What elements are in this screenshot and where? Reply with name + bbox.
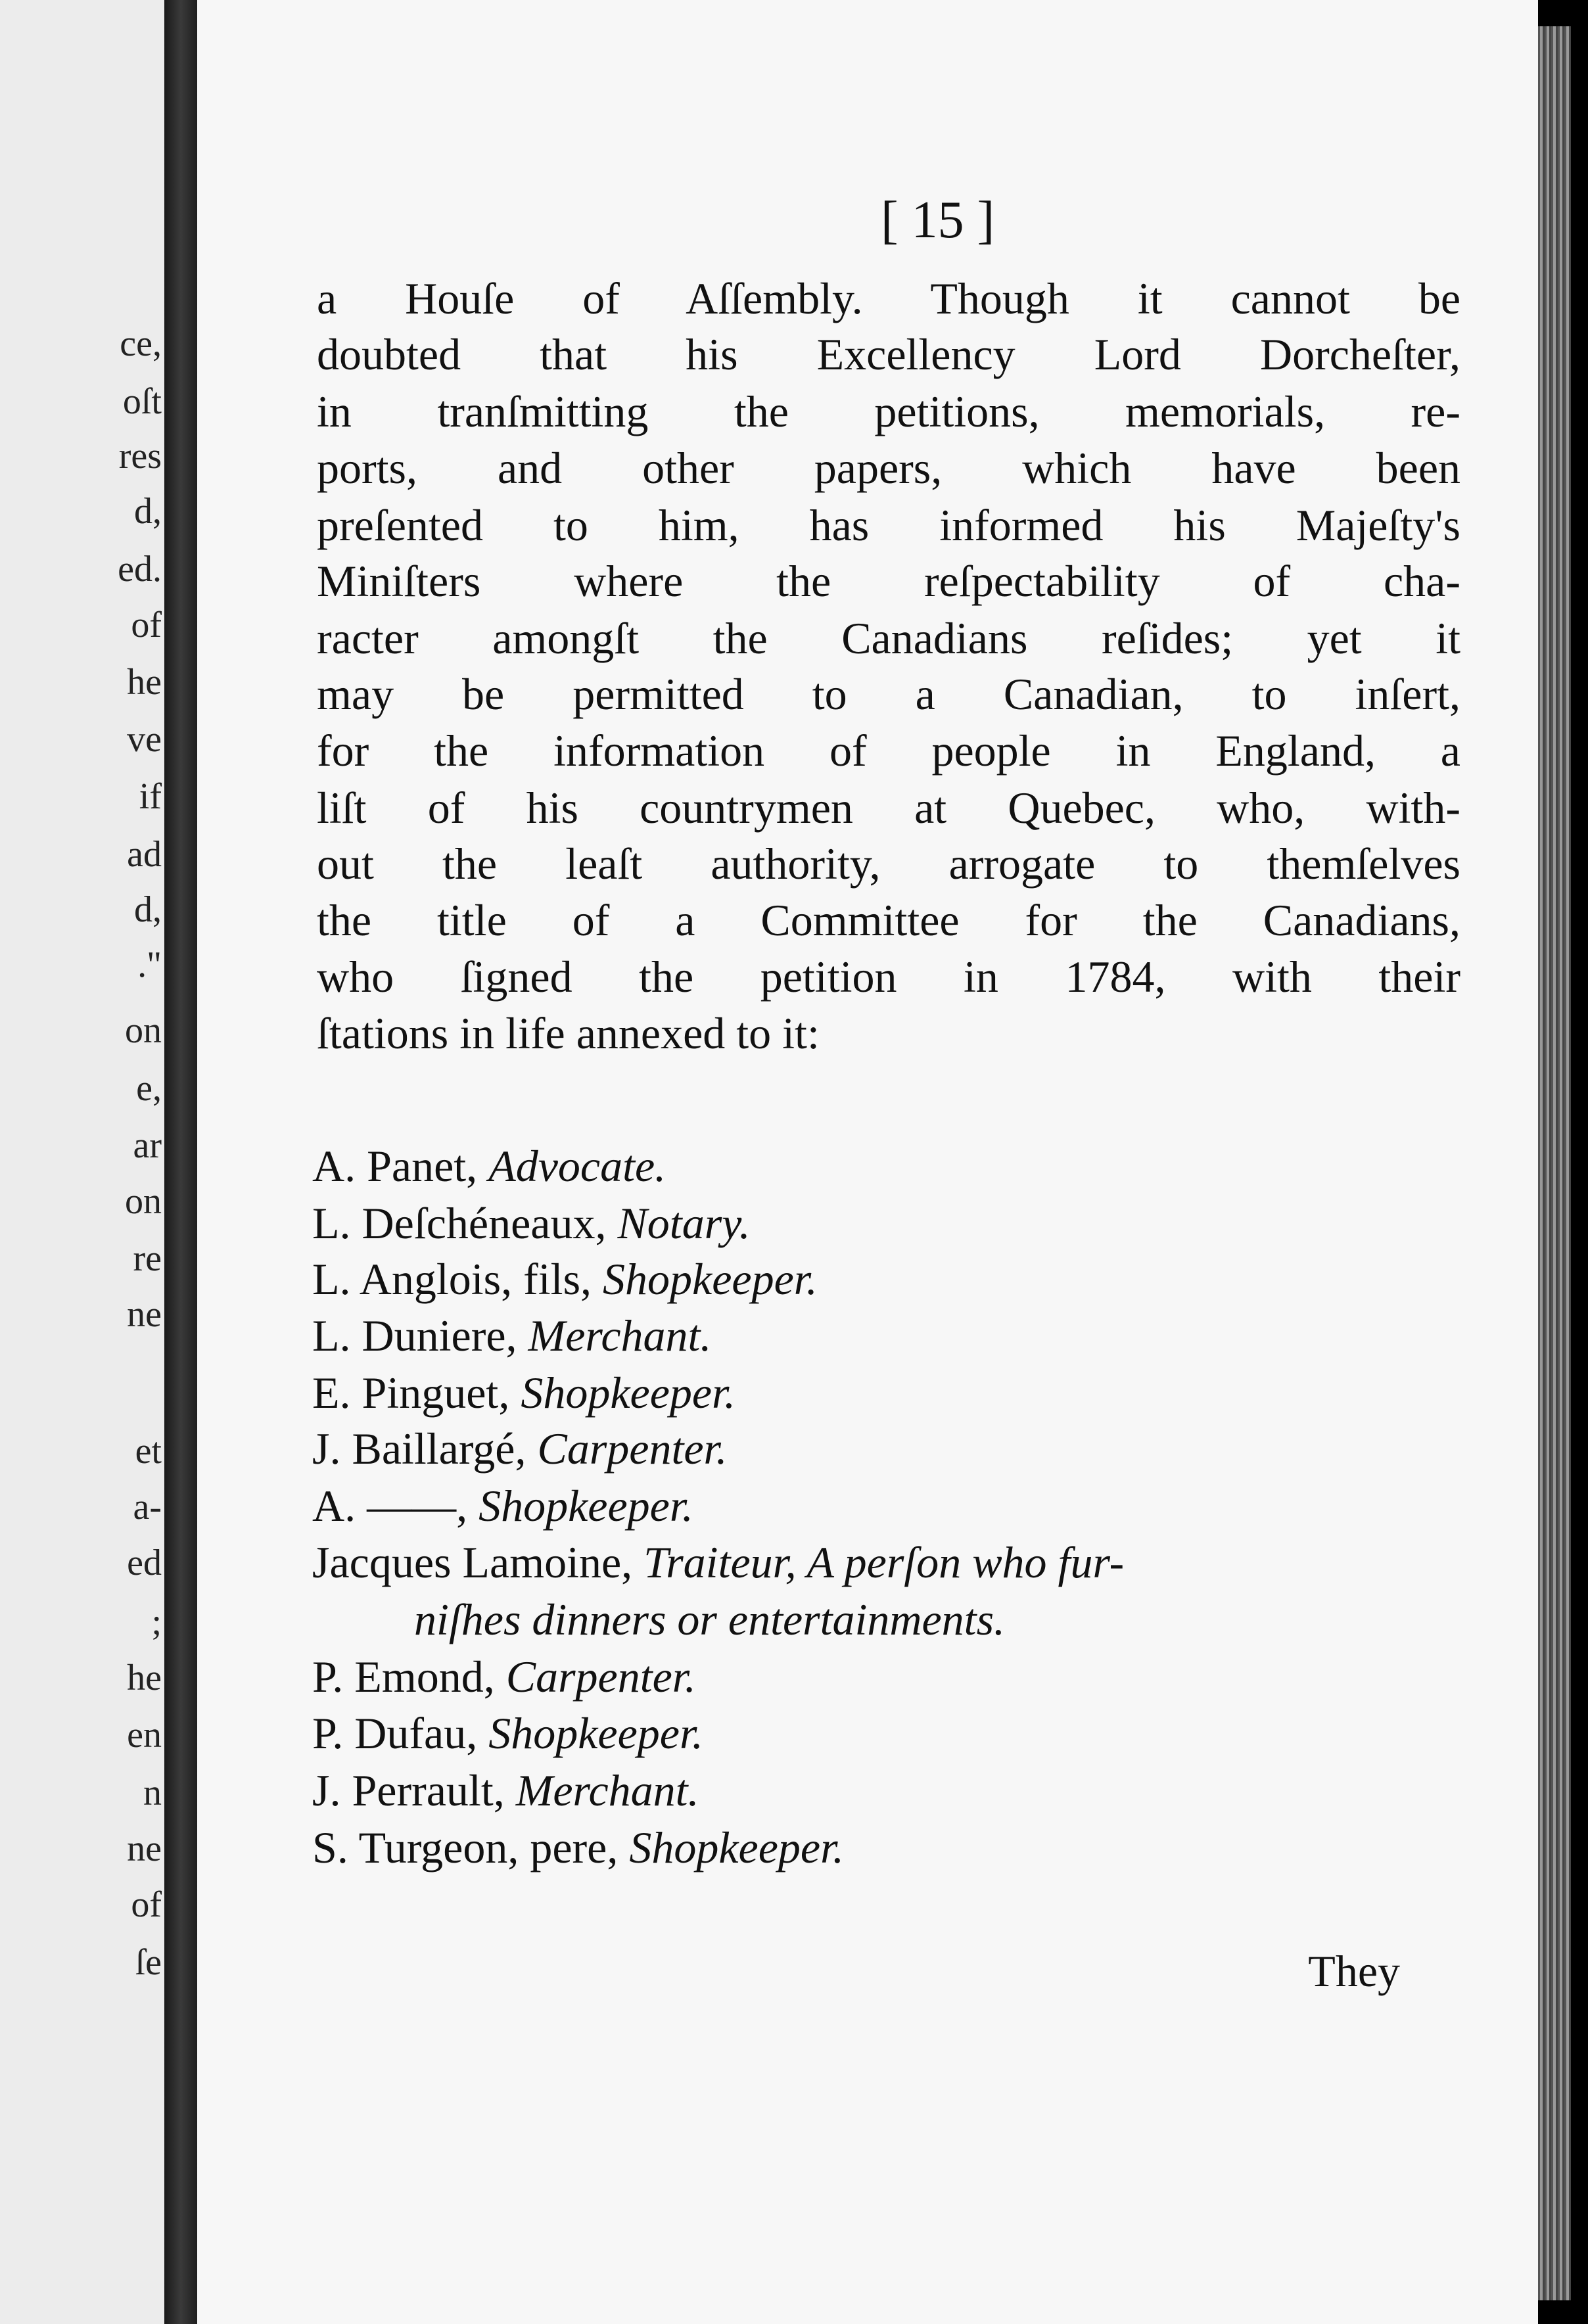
catchword: They <box>1308 1946 1400 1996</box>
left-page-fragment: he <box>127 1658 162 1698</box>
signer-name: Jacques Lamoine, <box>312 1537 633 1587</box>
signer-entry-continuation <box>414 1594 1006 1644</box>
left-page-fragment: ce, <box>120 323 162 364</box>
signer-role: Traiteur, A perſon who fur- <box>643 1537 1125 1587</box>
left-page-fragment: ne <box>127 1294 162 1335</box>
left-page-fragment: ſe <box>135 1942 162 1983</box>
body-line: a Houſe of Aſſembly. Though it cannot be <box>317 273 1460 323</box>
body-line: racter amongſt the Canadians reſides; yet it <box>317 613 1460 663</box>
body-line: preſented to him, has informed his Majeſty's <box>317 500 1460 550</box>
signer-entry <box>312 1708 703 1758</box>
signer-name: L. Duniere, <box>312 1311 517 1360</box>
left-page-fragment: ne <box>127 1828 162 1869</box>
left-page-fragment: ad <box>127 834 162 875</box>
left-page-fragment: of <box>131 1884 162 1925</box>
signer-entry <box>312 1481 693 1531</box>
body-line: who ſigned the petition in 1784, with their <box>317 952 1460 1002</box>
body-line: doubted that his Excellency Lord Dorcheſter, <box>317 329 1460 379</box>
signer-role: Carpenter. <box>537 1424 728 1474</box>
signer-role: Shopkeeper. <box>521 1368 736 1418</box>
signer-entry <box>312 1825 844 1870</box>
book-gutter <box>164 0 197 2324</box>
left-page-fragment: a- <box>133 1487 162 1527</box>
signer-role: Shopkeeper. <box>603 1254 818 1304</box>
left-page-fragment: ; <box>151 1602 162 1642</box>
page-edges <box>1538 26 1571 2300</box>
left-page-fragment: ed <box>127 1543 162 1583</box>
signer-name: A. ——, <box>312 1481 468 1531</box>
signer-entry <box>312 1141 666 1191</box>
signer-role: Shopkeeper. <box>629 1823 844 1872</box>
signer-name: S. Turgeon, pere, <box>312 1823 619 1872</box>
left-page-fragment: n <box>143 1773 162 1813</box>
left-page-fragment: oſt <box>122 381 162 422</box>
signer-role: Shopkeeper. <box>479 1481 693 1531</box>
left-page-fragment: ve <box>127 719 162 760</box>
left-page-fragment: d, <box>134 889 162 930</box>
left-page-fragment: re <box>133 1238 162 1279</box>
body-line: for the information of people in England, a <box>317 726 1460 776</box>
left-facing-page <box>0 0 164 2324</box>
signer-entry <box>312 1313 711 1358</box>
left-page-fragment: ar <box>133 1125 162 1166</box>
signer-entry <box>312 1424 728 1474</box>
signer-entry <box>312 1368 736 1418</box>
left-page-fragment: en <box>127 1715 162 1755</box>
body-line: liſt of his countrymen at Quebec, who, with- <box>317 783 1460 833</box>
signer-role: Notary. <box>617 1198 751 1248</box>
main-page <box>197 0 1538 2324</box>
left-page-fragment: on <box>125 1010 162 1051</box>
signer-role: Advocate. <box>488 1141 666 1191</box>
left-page-fragment: if <box>139 776 162 817</box>
body-line: may be permitted to a Canadian, to inſert, <box>317 669 1460 719</box>
left-page-fragment: ed. <box>118 549 162 590</box>
left-page-fragment: ." <box>137 944 162 985</box>
left-page-fragment: of <box>131 605 162 645</box>
signer-role: niſhes dinners or entertainments. <box>414 1594 1006 1644</box>
signer-role: Carpenter. <box>505 1652 696 1702</box>
signer-name: L. Deſchéneaux, <box>312 1198 607 1248</box>
signer-entry <box>312 1198 751 1248</box>
page-number: [ 15 ] <box>881 191 995 249</box>
left-page-fragment: res <box>118 436 162 476</box>
left-page-fragment: on <box>125 1181 162 1222</box>
signer-role: Merchant. <box>528 1311 712 1360</box>
signer-name: P. Emond, <box>312 1652 495 1702</box>
left-page-fragment: e, <box>136 1068 162 1109</box>
left-page-fragment: he <box>127 662 162 703</box>
signer-role: Merchant. <box>515 1765 699 1815</box>
signer-entry <box>312 1254 818 1304</box>
signer-entry <box>312 1765 699 1815</box>
signer-name: P. Dufau, <box>312 1708 478 1758</box>
body-line: the title of a Committee for the Canadians, <box>317 895 1460 945</box>
body-line: out the leaſt authority, arrogate to themſelves <box>317 839 1460 889</box>
signer-entry <box>312 1537 1125 1587</box>
body-line: Miniſters where the reſpectability of cha- <box>317 556 1460 606</box>
body-line: ports, and other papers, which have been <box>317 443 1460 493</box>
body-line: ſtations in life annexed to it: <box>317 1008 820 1058</box>
signer-name: L. Anglois, fils, <box>312 1254 592 1304</box>
left-page-fragment: d, <box>134 491 162 532</box>
signer-name: E. Pinguet, <box>312 1368 510 1418</box>
signer-name: A. Panet, <box>312 1141 478 1191</box>
signer-name: J. Perrault, <box>312 1765 505 1815</box>
signer-name: J. Baillargé, <box>312 1424 526 1474</box>
body-line: in tranſmitting the petitions, memorials, re- <box>317 386 1460 436</box>
left-page-fragment: et <box>135 1431 162 1472</box>
signer-role: Shopkeeper. <box>488 1708 703 1758</box>
signer-entry <box>312 1652 696 1702</box>
